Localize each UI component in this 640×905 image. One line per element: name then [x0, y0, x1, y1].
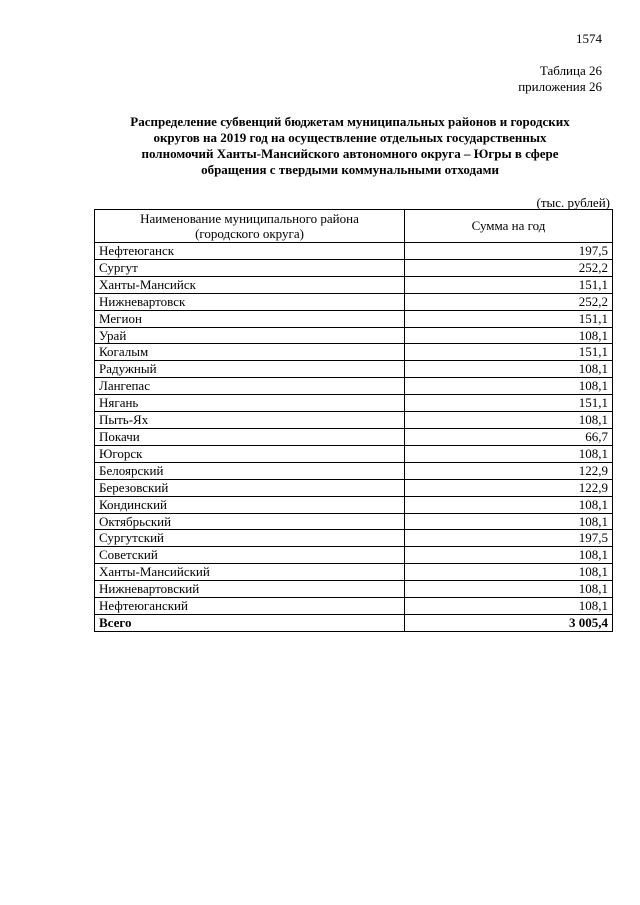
table-row: [95, 378, 613, 395]
table-row: [95, 581, 613, 598]
table-reference-line2: приложения 26: [518, 79, 602, 94]
annual-amount: 108,1: [405, 564, 613, 581]
annual-amount: 108,1: [405, 496, 613, 513]
table-row: [95, 344, 613, 361]
municipality-name: Радужный: [95, 361, 405, 378]
annual-amount: 108,1: [405, 581, 613, 598]
annual-amount: 108,1: [405, 412, 613, 429]
table-header-row: [95, 210, 613, 243]
municipality-name: Югорск: [95, 445, 405, 462]
annual-amount: 108,1: [405, 327, 613, 344]
table-row: [95, 327, 613, 344]
municipality-name: Белоярский: [95, 462, 405, 479]
table-row: [95, 496, 613, 513]
municipality-name: Сургут: [95, 259, 405, 276]
table-body: [95, 243, 613, 632]
table-row: [95, 479, 613, 496]
table-row: [95, 310, 613, 327]
units-note: (тыс. рублей): [536, 195, 610, 210]
header-sum-column: Сумма на год: [405, 210, 613, 243]
total-label: Всего: [95, 614, 405, 631]
municipality-name: Нефтеюганский: [95, 598, 405, 615]
table-row: [95, 259, 613, 276]
total-amount: 3 005,4: [405, 614, 613, 631]
municipality-name: Советский: [95, 547, 405, 564]
table-row: [95, 445, 613, 462]
annual-amount: 122,9: [405, 479, 613, 496]
annual-amount: 151,1: [405, 395, 613, 412]
annual-amount: 122,9: [405, 462, 613, 479]
annual-amount: 108,1: [405, 361, 613, 378]
annual-amount: 151,1: [405, 276, 613, 293]
annual-amount: 197,5: [405, 530, 613, 547]
annual-amount: 66,7: [405, 428, 613, 445]
table-reference: [518, 63, 602, 95]
document-title-line1: Распределение субвенций бюджетам муниципальных районов и городских: [130, 114, 570, 129]
annual-amount: 108,1: [405, 445, 613, 462]
annual-amount: 252,2: [405, 293, 613, 310]
table-row: [95, 547, 613, 564]
annual-amount: 252,2: [405, 259, 613, 276]
municipality-name: Нижневартовский: [95, 581, 405, 598]
header-name-column: [95, 210, 405, 243]
municipality-name: Покачи: [95, 428, 405, 445]
municipality-name: Когалым: [95, 344, 405, 361]
table-reference-line1: Таблица 26: [539, 63, 602, 78]
table-row: [95, 564, 613, 581]
header-name-line1: Наименование муниципального района: [140, 211, 359, 226]
municipality-name: Ханты-Мансийск: [95, 276, 405, 293]
annual-amount: 197,5: [405, 243, 613, 260]
document-title-line4: обращения с твердыми коммунальными отходами: [201, 162, 499, 177]
annual-amount: 108,1: [405, 513, 613, 530]
table-row: [95, 243, 613, 260]
municipality-name: Лангепас: [95, 378, 405, 395]
municipality-name: Урай: [95, 327, 405, 344]
table-row: [95, 412, 613, 429]
subvention-table: [94, 209, 613, 632]
municipality-name: Нижневартовск: [95, 293, 405, 310]
municipality-name: Кондинский: [95, 496, 405, 513]
municipality-name: Нягань: [95, 395, 405, 412]
document-title: [100, 114, 600, 178]
table-row: [95, 513, 613, 530]
municipality-name: Сургутский: [95, 530, 405, 547]
header-name-line2: (городского округа): [195, 226, 304, 241]
table-row: [95, 293, 613, 310]
municipality-name: Мегион: [95, 310, 405, 327]
annual-amount: 151,1: [405, 344, 613, 361]
municipality-name: Октябрьский: [95, 513, 405, 530]
table-row: [95, 598, 613, 615]
municipality-name: Нефтеюганск: [95, 243, 405, 260]
table-row: [95, 361, 613, 378]
annual-amount: 108,1: [405, 547, 613, 564]
municipality-name: Ханты-Мансийский: [95, 564, 405, 581]
municipality-name: Пыть-Ях: [95, 412, 405, 429]
annual-amount: 151,1: [405, 310, 613, 327]
table-row: [95, 276, 613, 293]
total-row: [95, 614, 613, 631]
table-row: [95, 395, 613, 412]
document-title-line3: полномочий Ханты-Мансийского автономного округа – Югры в сфере: [141, 146, 559, 161]
table-row: [95, 462, 613, 479]
municipality-name: Березовский: [95, 479, 405, 496]
page-number: 1574: [576, 31, 602, 46]
table-row: [95, 530, 613, 547]
annual-amount: 108,1: [405, 378, 613, 395]
table-row: [95, 428, 613, 445]
document-title-line2: округов на 2019 год на осуществление отдельных государственных: [153, 130, 547, 145]
annual-amount: 108,1: [405, 598, 613, 615]
